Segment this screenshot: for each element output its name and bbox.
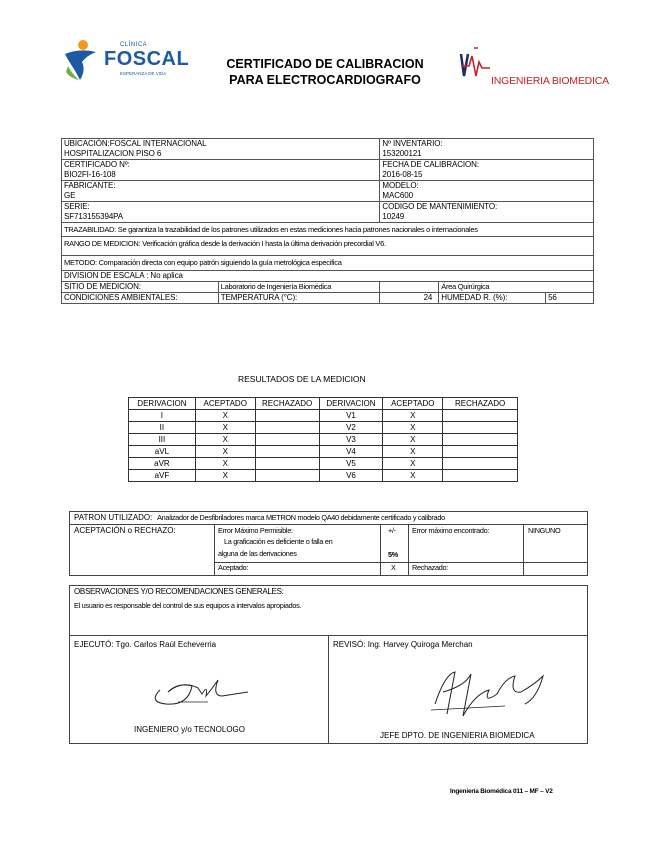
division-cell bbox=[62, 271, 594, 282]
header-aceptado-2: ACEPTADO bbox=[383, 398, 443, 410]
results-row bbox=[129, 422, 518, 434]
header-derivacion-1: DERIVACION bbox=[129, 398, 196, 410]
derivacion-b-cell: V1 bbox=[319, 410, 383, 422]
fecha-cell bbox=[380, 160, 594, 181]
aceptado-b-cell: X bbox=[383, 458, 443, 470]
equipment-info-table bbox=[61, 138, 594, 304]
results-title: RESULTADOS DE LA MEDICION bbox=[238, 374, 366, 384]
rechazado-b-cell bbox=[443, 458, 518, 470]
modelo-value: MAC600 bbox=[382, 191, 413, 200]
info-row-condiciones bbox=[62, 293, 594, 304]
trazabilidad-value: Se garantiza la trazabilidad de los patrones utilizados en estas mediciones hacia patrones nacionales o internacionales bbox=[117, 225, 478, 234]
condiciones-label: CONDICIONES AMBIENTALES: bbox=[62, 293, 219, 304]
header-rechazado-2: RECHAZADO bbox=[443, 398, 518, 410]
title-line-2: PARA ELECTROCARDIOGRAFO bbox=[229, 73, 421, 87]
humedad-label: HUMEDAD R. (%): bbox=[439, 293, 546, 304]
info-row-fabricante bbox=[62, 181, 594, 202]
inventario-label: Nº INVENTARIO: bbox=[382, 139, 443, 148]
ejecuto-name: Tgo. Carlos Raúl Echeverria bbox=[115, 640, 217, 649]
derivacion-b-cell: V6 bbox=[319, 470, 383, 482]
info-row-ubicacion bbox=[62, 139, 594, 160]
footer-code: Ingeniería Biomédica 011 – MF – V2 bbox=[450, 788, 553, 795]
foscal-figure-icon bbox=[62, 38, 102, 82]
division-label: DIVISION DE ESCALA : bbox=[64, 271, 149, 280]
derivacion-a-cell: aVF bbox=[129, 470, 196, 482]
reviso-role: JEFE DPTO. DE INGENIERIA BIOMEDICA bbox=[380, 731, 535, 740]
humedad-value: 56 bbox=[546, 293, 594, 304]
header-aceptado-1: ACEPTADO bbox=[195, 398, 255, 410]
certificado-cell bbox=[62, 160, 380, 181]
aceptado-a-cell: X bbox=[195, 422, 255, 434]
rechazado-a-cell bbox=[255, 434, 319, 446]
error-encontrado-label: Error máximo encontrado: bbox=[412, 526, 490, 535]
graficacion-line-1: La graficación es deficiente o falla en bbox=[224, 537, 333, 546]
modelo-label: MODELO: bbox=[382, 181, 419, 190]
results-row bbox=[129, 458, 518, 470]
info-row-certificado bbox=[62, 160, 594, 181]
title-line-1: CERTIFICADO DE CALIBRACION bbox=[226, 57, 424, 71]
ubicacion-value-2: HOSPITALIZACION PISO 6 bbox=[64, 149, 162, 158]
results-row bbox=[129, 434, 518, 446]
sitio-label: SITIO DE MEDICION: bbox=[62, 282, 219, 293]
sitio-value: Laboratorio de Ingeniería Biomédica bbox=[218, 282, 380, 293]
reviso-label: REVISÓ: bbox=[333, 640, 366, 649]
aceptado-b-cell: X bbox=[383, 410, 443, 422]
ubicacion-cell bbox=[62, 139, 380, 160]
info-row-division bbox=[62, 271, 594, 282]
rechazado-a-cell bbox=[255, 422, 319, 434]
metodo-label: METODO: bbox=[64, 258, 97, 267]
caduceus-ecg-icon bbox=[458, 46, 492, 82]
derivacion-b-cell: V3 bbox=[319, 434, 383, 446]
certificado-value: BIO2FI-16-108 bbox=[64, 170, 116, 179]
derivacion-a-cell: II bbox=[129, 422, 196, 434]
trazabilidad-label: TRAZABILIDAD: bbox=[64, 225, 116, 234]
aceptado-b-cell: X bbox=[383, 470, 443, 482]
aceptado-a-cell: X bbox=[195, 410, 255, 422]
rango-cell bbox=[62, 237, 594, 256]
ejecuto-signature bbox=[148, 662, 258, 712]
sitio-empty bbox=[380, 282, 439, 293]
foscal-clinica-text: CLÍNICA bbox=[120, 42, 148, 48]
fabricante-label: FABRICANTE: bbox=[64, 181, 116, 190]
rechazado-b-cell bbox=[443, 434, 518, 446]
temperatura-value: 24 bbox=[380, 293, 439, 304]
rango-label: RANGO DE MEDICION: bbox=[64, 239, 141, 248]
rechazado-label: Rechazado: bbox=[412, 563, 448, 572]
rechazado-a-cell bbox=[255, 410, 319, 422]
aceptado-a-cell: X bbox=[195, 446, 255, 458]
info-row-trazabilidad bbox=[62, 223, 594, 237]
observaciones-box bbox=[69, 585, 588, 744]
rechazado-a-cell bbox=[255, 470, 319, 482]
ninguno-value: NINGUNO bbox=[528, 526, 561, 535]
temperatura-label: TEMPERATURA (°C): bbox=[218, 293, 380, 304]
inventario-value: 153200121 bbox=[382, 149, 422, 158]
info-row-rango bbox=[62, 237, 594, 256]
rechazado-b-cell bbox=[443, 410, 518, 422]
bio-logo-text: INGENIERIA BIOMEDICA bbox=[491, 75, 609, 87]
fecha-value: 2016-08-15 bbox=[382, 170, 423, 179]
rechazado-a-cell bbox=[255, 446, 319, 458]
observaciones-label: OBSERVACIONES Y/O RECOMENDACIONES GENERALES: bbox=[74, 587, 284, 596]
metodo-cell bbox=[62, 256, 594, 271]
fabricante-cell bbox=[62, 181, 380, 202]
header-derivacion-2: DERIVACION bbox=[319, 398, 383, 410]
ubicacion-value: FOSCAL INTERNACIONAL bbox=[109, 139, 207, 148]
serie-label: SERIE: bbox=[64, 202, 90, 211]
division-value: No aplica bbox=[150, 271, 183, 280]
aceptado-b-cell: X bbox=[383, 434, 443, 446]
derivacion-a-cell: aVR bbox=[129, 458, 196, 470]
error-permisible-label: Error Máximo Permisible: bbox=[218, 526, 293, 535]
fecha-label: FECHA DE CALIBRACION: bbox=[382, 160, 479, 169]
aceptacion-label: ACEPTACIÓN o RECHAZO: bbox=[74, 526, 176, 535]
info-row-metodo bbox=[62, 256, 594, 271]
derivacion-a-cell: III bbox=[129, 434, 196, 446]
aceptado-b-cell: X bbox=[383, 422, 443, 434]
info-row-serie bbox=[62, 202, 594, 223]
document-title bbox=[220, 56, 430, 88]
ubicacion-label: UBICACIÓN: bbox=[64, 139, 110, 148]
aceptado-mark: X bbox=[391, 563, 396, 572]
rechazado-b-cell bbox=[443, 422, 518, 434]
graficacion-line-2: alguna de las derivaciones bbox=[218, 549, 297, 558]
foscal-name: FOSCAL bbox=[104, 48, 190, 70]
codigo-cell bbox=[380, 202, 594, 223]
percent-value: 5% bbox=[388, 550, 398, 559]
codigo-label: CODIGO DE MANTENIMIENTO: bbox=[382, 202, 498, 211]
plus-minus: +/- bbox=[388, 526, 396, 535]
derivacion-b-cell: V4 bbox=[319, 446, 383, 458]
patron-value: Analizador de Desfibriladores marca METRON modelo QA40 debidamente certificado y calibrado bbox=[157, 513, 445, 522]
observaciones-text: El usuario es responsable del control de sus equipos a intervalos apropiados. bbox=[74, 601, 302, 610]
patron-line bbox=[74, 513, 445, 523]
derivacion-b-cell: V2 bbox=[319, 422, 383, 434]
aceptado-a-cell: X bbox=[195, 458, 255, 470]
certificado-label: CERTIFICADO Nº: bbox=[64, 160, 130, 169]
results-table bbox=[128, 397, 518, 482]
area-value: Área Quirúrgica bbox=[439, 282, 594, 293]
derivacion-a-cell: I bbox=[129, 410, 196, 422]
ingenieria-biomedica-logo bbox=[458, 46, 628, 86]
rango-value: Verificación gráfica desde la derivación I hasta la última derivación precordial V6. bbox=[142, 239, 386, 248]
serie-cell bbox=[62, 202, 380, 223]
metodo-value: Comparación directa con equipo patrón siguiendo la guía metrológica especifica bbox=[98, 258, 342, 267]
results-row bbox=[129, 446, 518, 458]
aceptado-b-cell: X bbox=[383, 446, 443, 458]
patron-label: PATRON UTILIZADO: bbox=[74, 513, 153, 522]
results-row bbox=[129, 470, 518, 482]
info-row-sitio bbox=[62, 282, 594, 293]
patron-box bbox=[69, 511, 588, 576]
foscal-logo bbox=[62, 38, 197, 82]
ejecuto-label: EJECUTÓ: bbox=[74, 640, 114, 649]
reviso-signature bbox=[425, 664, 555, 724]
rechazado-b-cell bbox=[443, 446, 518, 458]
aceptado-a-cell: X bbox=[195, 470, 255, 482]
results-header-row bbox=[129, 398, 518, 410]
codigo-value: 10249 bbox=[382, 212, 405, 221]
rechazado-b-cell bbox=[443, 470, 518, 482]
ejecuto-line bbox=[74, 640, 216, 650]
foscal-tagline: ESPERANZA DE VIDA bbox=[120, 71, 167, 76]
derivacion-a-cell: aVL bbox=[129, 446, 196, 458]
reviso-line bbox=[333, 640, 473, 650]
reviso-name: Ing. Harvey Quiroga Merchan bbox=[367, 640, 473, 649]
trazabilidad-cell bbox=[62, 223, 594, 237]
fabricante-value: GE bbox=[64, 191, 76, 200]
results-row bbox=[129, 410, 518, 422]
header-rechazado-1: RECHAZADO bbox=[255, 398, 319, 410]
serie-value: SF713155394PA bbox=[64, 212, 124, 221]
inventario-cell bbox=[380, 139, 594, 160]
aceptado-label: Aceptado: bbox=[218, 563, 249, 572]
ejecuto-role: INGENIERO y/o TECNOLOGO bbox=[134, 725, 245, 734]
rechazado-a-cell bbox=[255, 458, 319, 470]
modelo-cell bbox=[380, 181, 594, 202]
derivacion-b-cell: V5 bbox=[319, 458, 383, 470]
aceptado-a-cell: X bbox=[195, 434, 255, 446]
